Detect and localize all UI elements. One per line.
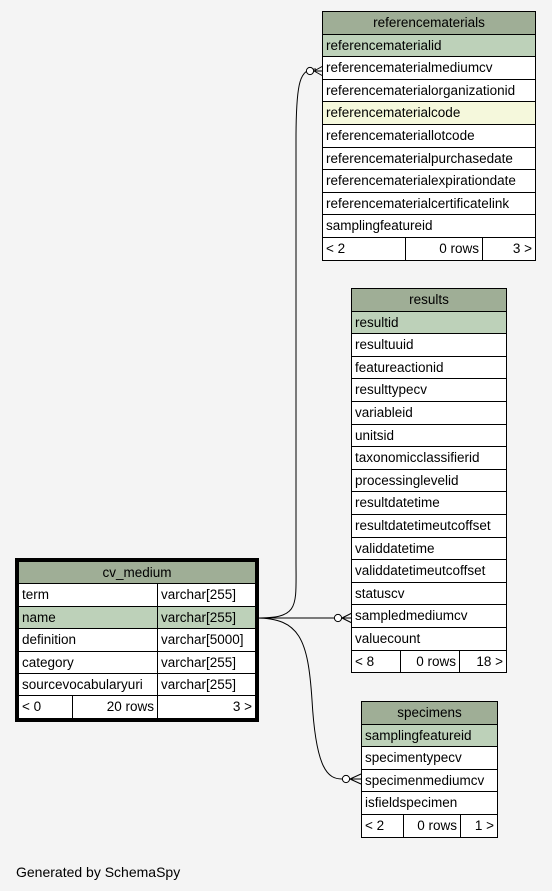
edge-cv-medium-to-specimens xyxy=(256,618,342,779)
column-name[interactable]: sourcevocabularyuri xyxy=(19,674,158,696)
row-count: 0 rows xyxy=(401,650,460,673)
column-row[interactable]: referencemateriallotcode xyxy=(323,124,536,147)
edge-endpoint-referencematerials xyxy=(306,67,313,74)
column-row[interactable]: resultdatetimeutcoffset xyxy=(352,514,507,537)
column-row[interactable]: specimentypecv xyxy=(362,747,498,770)
column-row[interactable]: referencematerialpurchasedate xyxy=(323,147,536,170)
edge-cv-medium-to-referencematerials xyxy=(256,69,316,618)
row-count: 0 rows xyxy=(404,814,461,837)
column-row[interactable]: processinglevelid xyxy=(352,469,507,492)
generated-by-text: Generated by SchemaSpy xyxy=(16,864,181,880)
children-count[interactable]: 18 > xyxy=(460,650,507,673)
column-row[interactable]: sampledmediumcv xyxy=(352,605,507,628)
column-row[interactable]: samplingfeatureid xyxy=(323,215,536,238)
column-row[interactable]: taxonomicclassifierid xyxy=(352,447,507,470)
column-row[interactable]: referencematerialmediumcv xyxy=(323,57,536,80)
column-row[interactable]: resultuuid xyxy=(352,334,507,357)
column-row[interactable]: variableid xyxy=(352,401,507,424)
column-row[interactable]: isfieldspecimen xyxy=(362,792,498,815)
column-row[interactable]: validdatetime xyxy=(352,537,507,560)
column-row[interactable]: referencematerialid xyxy=(323,34,536,57)
children-count[interactable]: 3 > xyxy=(158,696,256,718)
column-name[interactable]: term xyxy=(19,584,158,606)
column-row[interactable]: valuecount xyxy=(352,627,507,650)
column-type: varchar[255] xyxy=(158,651,256,673)
table-cv-medium[interactable] xyxy=(18,561,256,719)
column-row[interactable]: referencematerialorganizationid xyxy=(323,79,536,102)
column-name[interactable]: name xyxy=(19,606,158,628)
edge-endpoint-specimens xyxy=(342,775,349,782)
column-row[interactable]: referencematerialexpirationdate xyxy=(323,170,536,193)
parents-count[interactable]: < 2 xyxy=(323,237,406,260)
row-count: 0 rows xyxy=(406,237,483,260)
children-count[interactable]: 3 > xyxy=(483,237,536,260)
column-row[interactable]: statuscv xyxy=(352,582,507,605)
column-row[interactable]: resultdatetime xyxy=(352,492,507,515)
edge-endpoint-results xyxy=(334,614,341,621)
column-row[interactable]: resultid xyxy=(352,311,507,334)
table-results[interactable] xyxy=(351,288,507,673)
parents-count[interactable]: < 0 xyxy=(19,696,73,718)
table-referencematerials[interactable] xyxy=(322,11,536,261)
column-type: varchar[255] xyxy=(158,606,256,628)
column-type: varchar[255] xyxy=(158,584,256,606)
column-row[interactable]: referencematerialcertificatelink xyxy=(323,192,536,215)
crowfoot-specimens xyxy=(350,774,361,784)
children-count[interactable]: 1 > xyxy=(461,814,498,837)
column-name[interactable]: definition xyxy=(19,629,158,651)
row-count: 20 rows xyxy=(73,696,158,718)
column-row[interactable]: referencematerialcode xyxy=(323,102,536,125)
column-row[interactable]: resulttypecv xyxy=(352,379,507,402)
table-title[interactable]: results xyxy=(352,289,507,312)
parents-count[interactable]: < 8 xyxy=(352,650,401,673)
column-row[interactable]: samplingfeatureid xyxy=(362,724,498,747)
column-row[interactable]: unitsid xyxy=(352,424,507,447)
column-row[interactable]: specimenmediumcv xyxy=(362,769,498,792)
table-title[interactable]: referencematerials xyxy=(323,12,536,35)
table-title[interactable]: specimens xyxy=(362,702,498,725)
column-type: varchar[5000] xyxy=(158,629,256,651)
parents-count[interactable]: < 2 xyxy=(362,814,404,837)
column-row[interactable]: validdatetimeutcoffset xyxy=(352,560,507,583)
column-name[interactable]: category xyxy=(19,651,158,673)
table-specimens[interactable] xyxy=(361,701,498,838)
column-type: varchar[255] xyxy=(158,674,256,696)
column-row[interactable]: featureactionid xyxy=(352,356,507,379)
table-title[interactable]: cv_medium xyxy=(19,562,256,584)
